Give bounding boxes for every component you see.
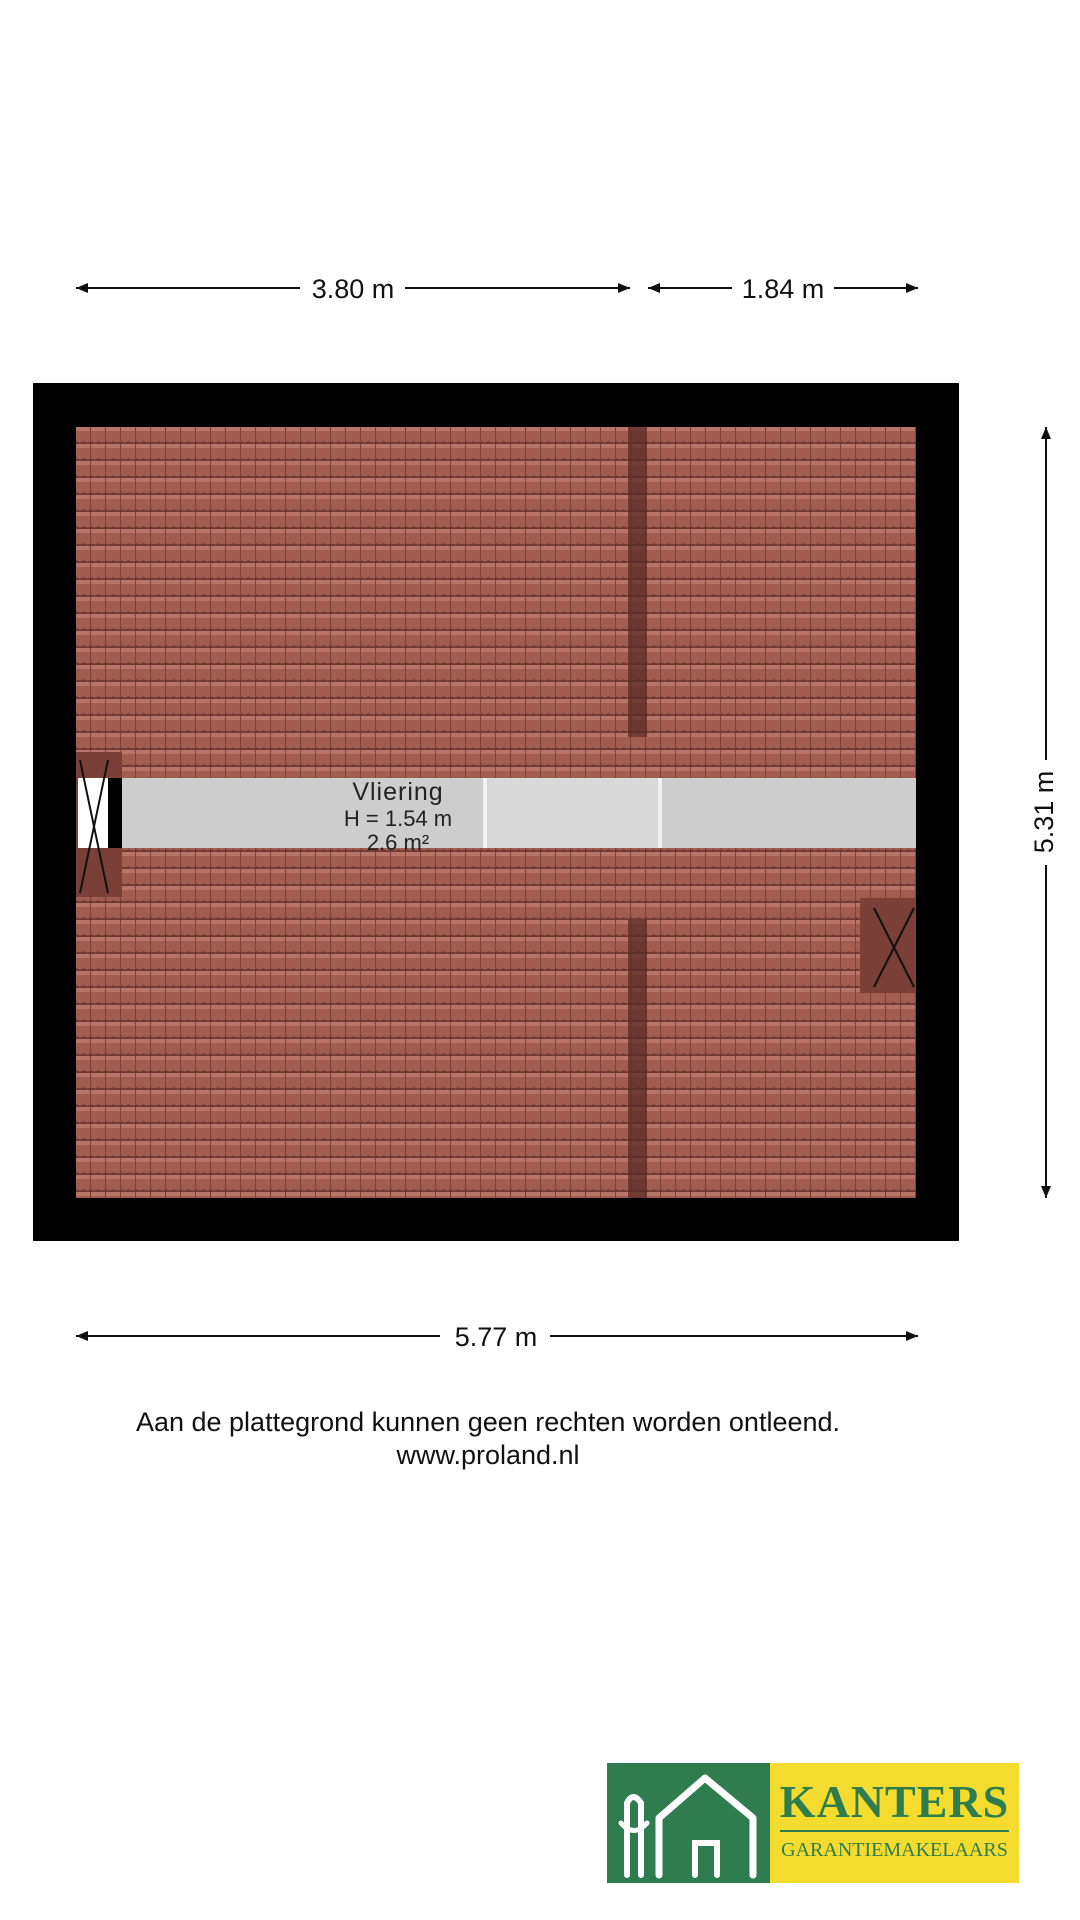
- dimension-label: 5.31 m: [1029, 770, 1060, 854]
- roof-window-left: [76, 752, 122, 897]
- website-text: www.proland.nl: [396, 1440, 580, 1470]
- house-logo-icon: [607, 1763, 770, 1883]
- kanters-logo: [607, 1763, 1019, 1883]
- dimension-label: 1.84 m: [741, 274, 825, 304]
- roof-window-right: [860, 898, 916, 993]
- vliering-floor-middle: [485, 778, 660, 848]
- disclaimer-text: Aan de plattegrond kunnen geen rechten worden ontleend.: [135, 1407, 841, 1437]
- room-area: 2.6 m²: [366, 830, 430, 855]
- dimension-top-right: [648, 274, 918, 304]
- logo-brand-panel: [770, 1763, 1019, 1883]
- dimension-label: 5.77 m: [454, 1322, 538, 1352]
- logo-divider: [780, 1830, 1009, 1832]
- dimension-right: [1029, 427, 1059, 1198]
- logo-tagline: GARANTIEMAKELAARS: [781, 1839, 1008, 1861]
- dimension-bottom: [76, 1322, 918, 1352]
- logo-name: KANTERS: [779, 1776, 1010, 1827]
- dimension-top-left: [76, 274, 630, 304]
- dimension-label: 3.80 m: [311, 274, 395, 304]
- room-name: Vliering: [352, 778, 444, 806]
- roof-beam-upper: [628, 427, 647, 737]
- room-height: H = 1.54 m: [343, 806, 453, 831]
- roof-beam-lower: [628, 920, 647, 1198]
